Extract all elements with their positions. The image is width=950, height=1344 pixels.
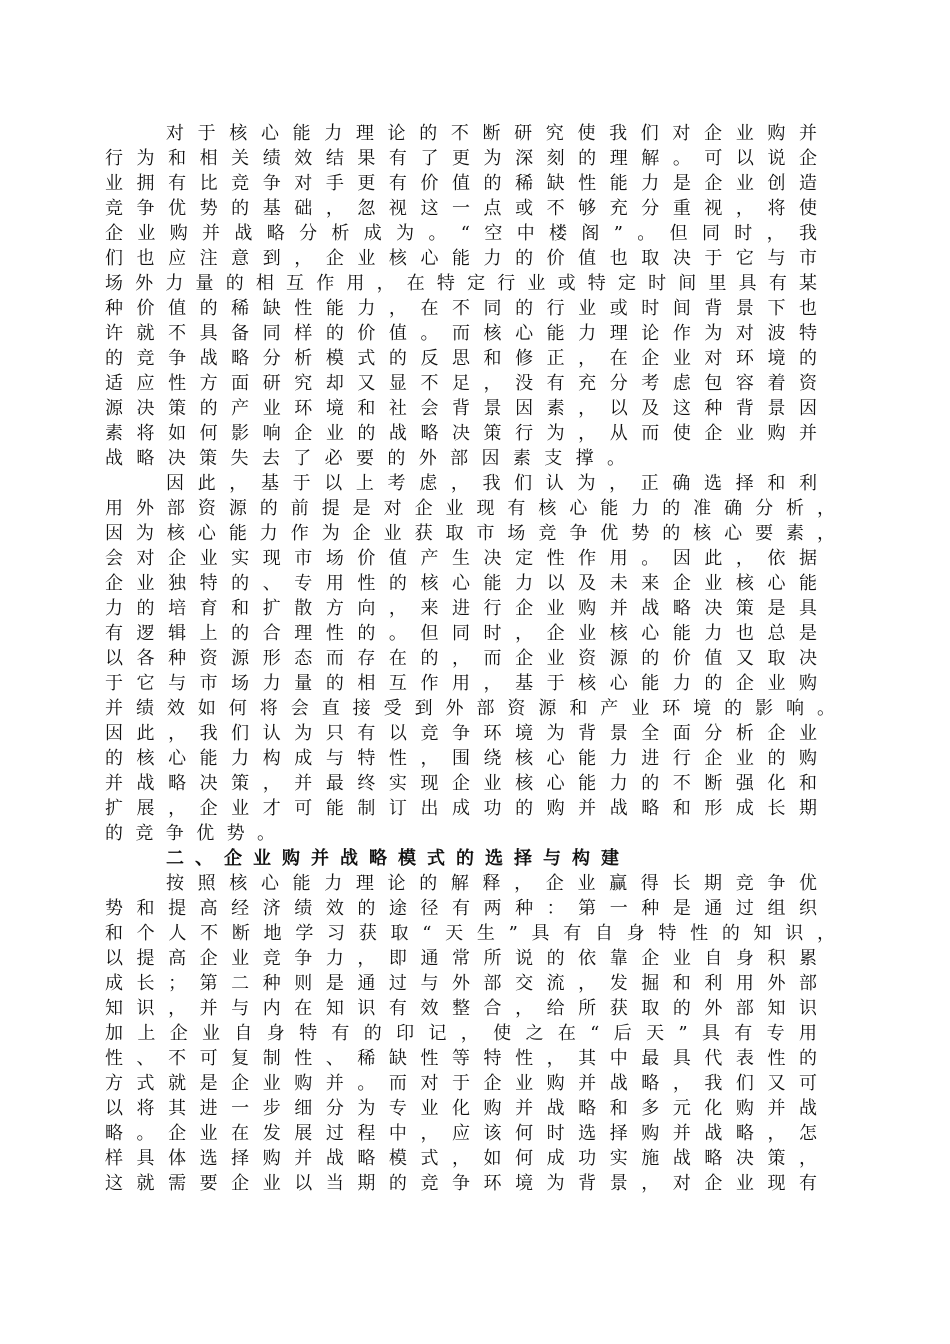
paragraph-1-line-8: 种价值的稀缺性能力，在不同的行业或时间背景下也 [105,298,817,319]
paragraph-3-line-12: 样具体选择购并战略模式，如何成功实施战略决策， [105,1148,817,1169]
paragraph-2-line-9: 于它与市场力量的相互作用，基于核心能力的企业购 [105,673,817,694]
paragraph-3-line-6: 知识，并与内在知识有效整合，给所获取的外部知识 [105,998,817,1019]
paragraph-3-line-5: 成长；第二种则是通过与外部交流，发掘和利用外部 [105,973,817,994]
paragraph-1-line-4: 竞争优势的基础，忽视这一点或不够充分重视，将使 [105,198,817,219]
paragraph-2-line-5: 企业独特的、专用性的核心能力以及未来企业核心能 [105,573,817,594]
paragraph-3-line-2: 势和提高经济绩效的途径有两种：第一种是通过组织 [105,898,817,919]
paragraph-3-line-3: 和个人不断地学习获取“天生”具有自身特性的知识， [105,923,835,944]
paragraph-2-line-12: 的核心能力构成与特性，围绕核心能力进行企业的购 [105,748,817,769]
paragraph-2-line-13: 并战略决策，并最终实现企业核心能力的不断强化和 [105,773,817,794]
paragraph-2-line-10: 并绩效如何将会直接受到外部资源和产业环境的影响。 [105,698,835,719]
paragraph-1-line-5: 企业购并战略分析成为。“空中楼阁”。但同时，我 [105,223,817,244]
paragraph-1-line-11: 适应性方面研究却又显不足，没有充分考虑包容着资 [105,373,817,394]
paragraph-2-line-1: 因此，基于以上考虑，我们认为，正确选择和利 [166,473,817,494]
paragraph-2-line-15: 的竞争优势。 [105,823,275,844]
paragraph-2-line-3: 因为核心能力作为企业获取市场竞争优势的核心要素， [105,523,835,544]
paragraph-1-line-10: 的竞争战略分析模式的反思和修正，在企业对环境的 [105,348,817,369]
section-heading: 二、企业购并战略模式的选择与构建 [166,848,630,869]
paragraph-1-line-7: 场外力量的相互作用，在特定行业或特定时间里具有某 [105,273,817,294]
paragraph-1-line-3: 业拥有比竞争对手更有价值的稀缺性能力是企业创造 [105,173,817,194]
paragraph-1-line-2: 行为和相关绩效结果有了更为深刻的理解。可以说企 [105,148,817,169]
paragraph-2-line-7: 有逻辑上的合理性的。但同时，企业核心能力也总是 [105,623,817,644]
paragraph-3-line-4: 以提高企业竞争力，即通常所说的依靠企业自身积累 [105,948,817,969]
paragraph-3-line-1: 按照核心能力理论的解释，企业赢得长期竞争优 [166,873,817,894]
paragraph-3-line-10: 以将其进一步细分为专业化购并战略和多元化购并战 [105,1098,817,1119]
paragraph-1-line-1: 对于核心能力理论的不断研究使我们对企业购并 [166,123,817,144]
paragraph-1-line-12: 源决策的产业环境和社会背景因素，以及这种背景因 [105,398,817,419]
paragraph-2-line-8: 以各种资源形态而存在的，而企业资源的价值又取决 [105,648,817,669]
paragraph-1-line-9: 许就不具备同样的价值。而核心能力理论作为对波特 [105,323,817,344]
paragraph-1-line-14: 战略决策失去了必要的外部因素支撑。 [105,448,625,469]
paragraph-2-line-4: 会对企业实现市场价值产生决定性作用。因此，依据 [105,548,817,569]
paragraph-3-line-7: 加上企业自身特有的印记，使之在“后天”具有专用 [105,1023,817,1044]
paragraph-2-line-2: 用外部资源的前提是对企业现有核心能力的准确分析， [105,498,835,519]
paragraph-2-line-6: 力的培育和扩散方向，来进行企业购并战略决策是具 [105,598,817,619]
paragraph-3-line-9: 方式就是企业购并。而对于企业购并战略，我们又可 [105,1073,817,1094]
paragraph-3-line-13: 这就需要企业以当期的竞争环境为背景，对企业现有 [105,1173,817,1194]
paragraph-1-line-13: 素将如何影响企业的战略决策行为，从而使企业购并 [105,423,817,444]
paragraph-2-line-14: 扩展，企业才可能制订出成功的购并战略和形成长期 [105,798,817,819]
paragraph-1-line-6: 们也应注意到，企业核心能力的价值也取决于它与市 [105,248,817,269]
paragraph-3-line-8: 性、不可复制性、稀缺性等特性，其中最具代表性的 [105,1048,817,1069]
paragraph-3-line-11: 略。企业在发展过程中，应该何时选择购并战略，怎 [105,1123,817,1144]
paragraph-2-line-11: 因此，我们认为只有以竞争环境为背景全面分析企业 [105,723,817,744]
